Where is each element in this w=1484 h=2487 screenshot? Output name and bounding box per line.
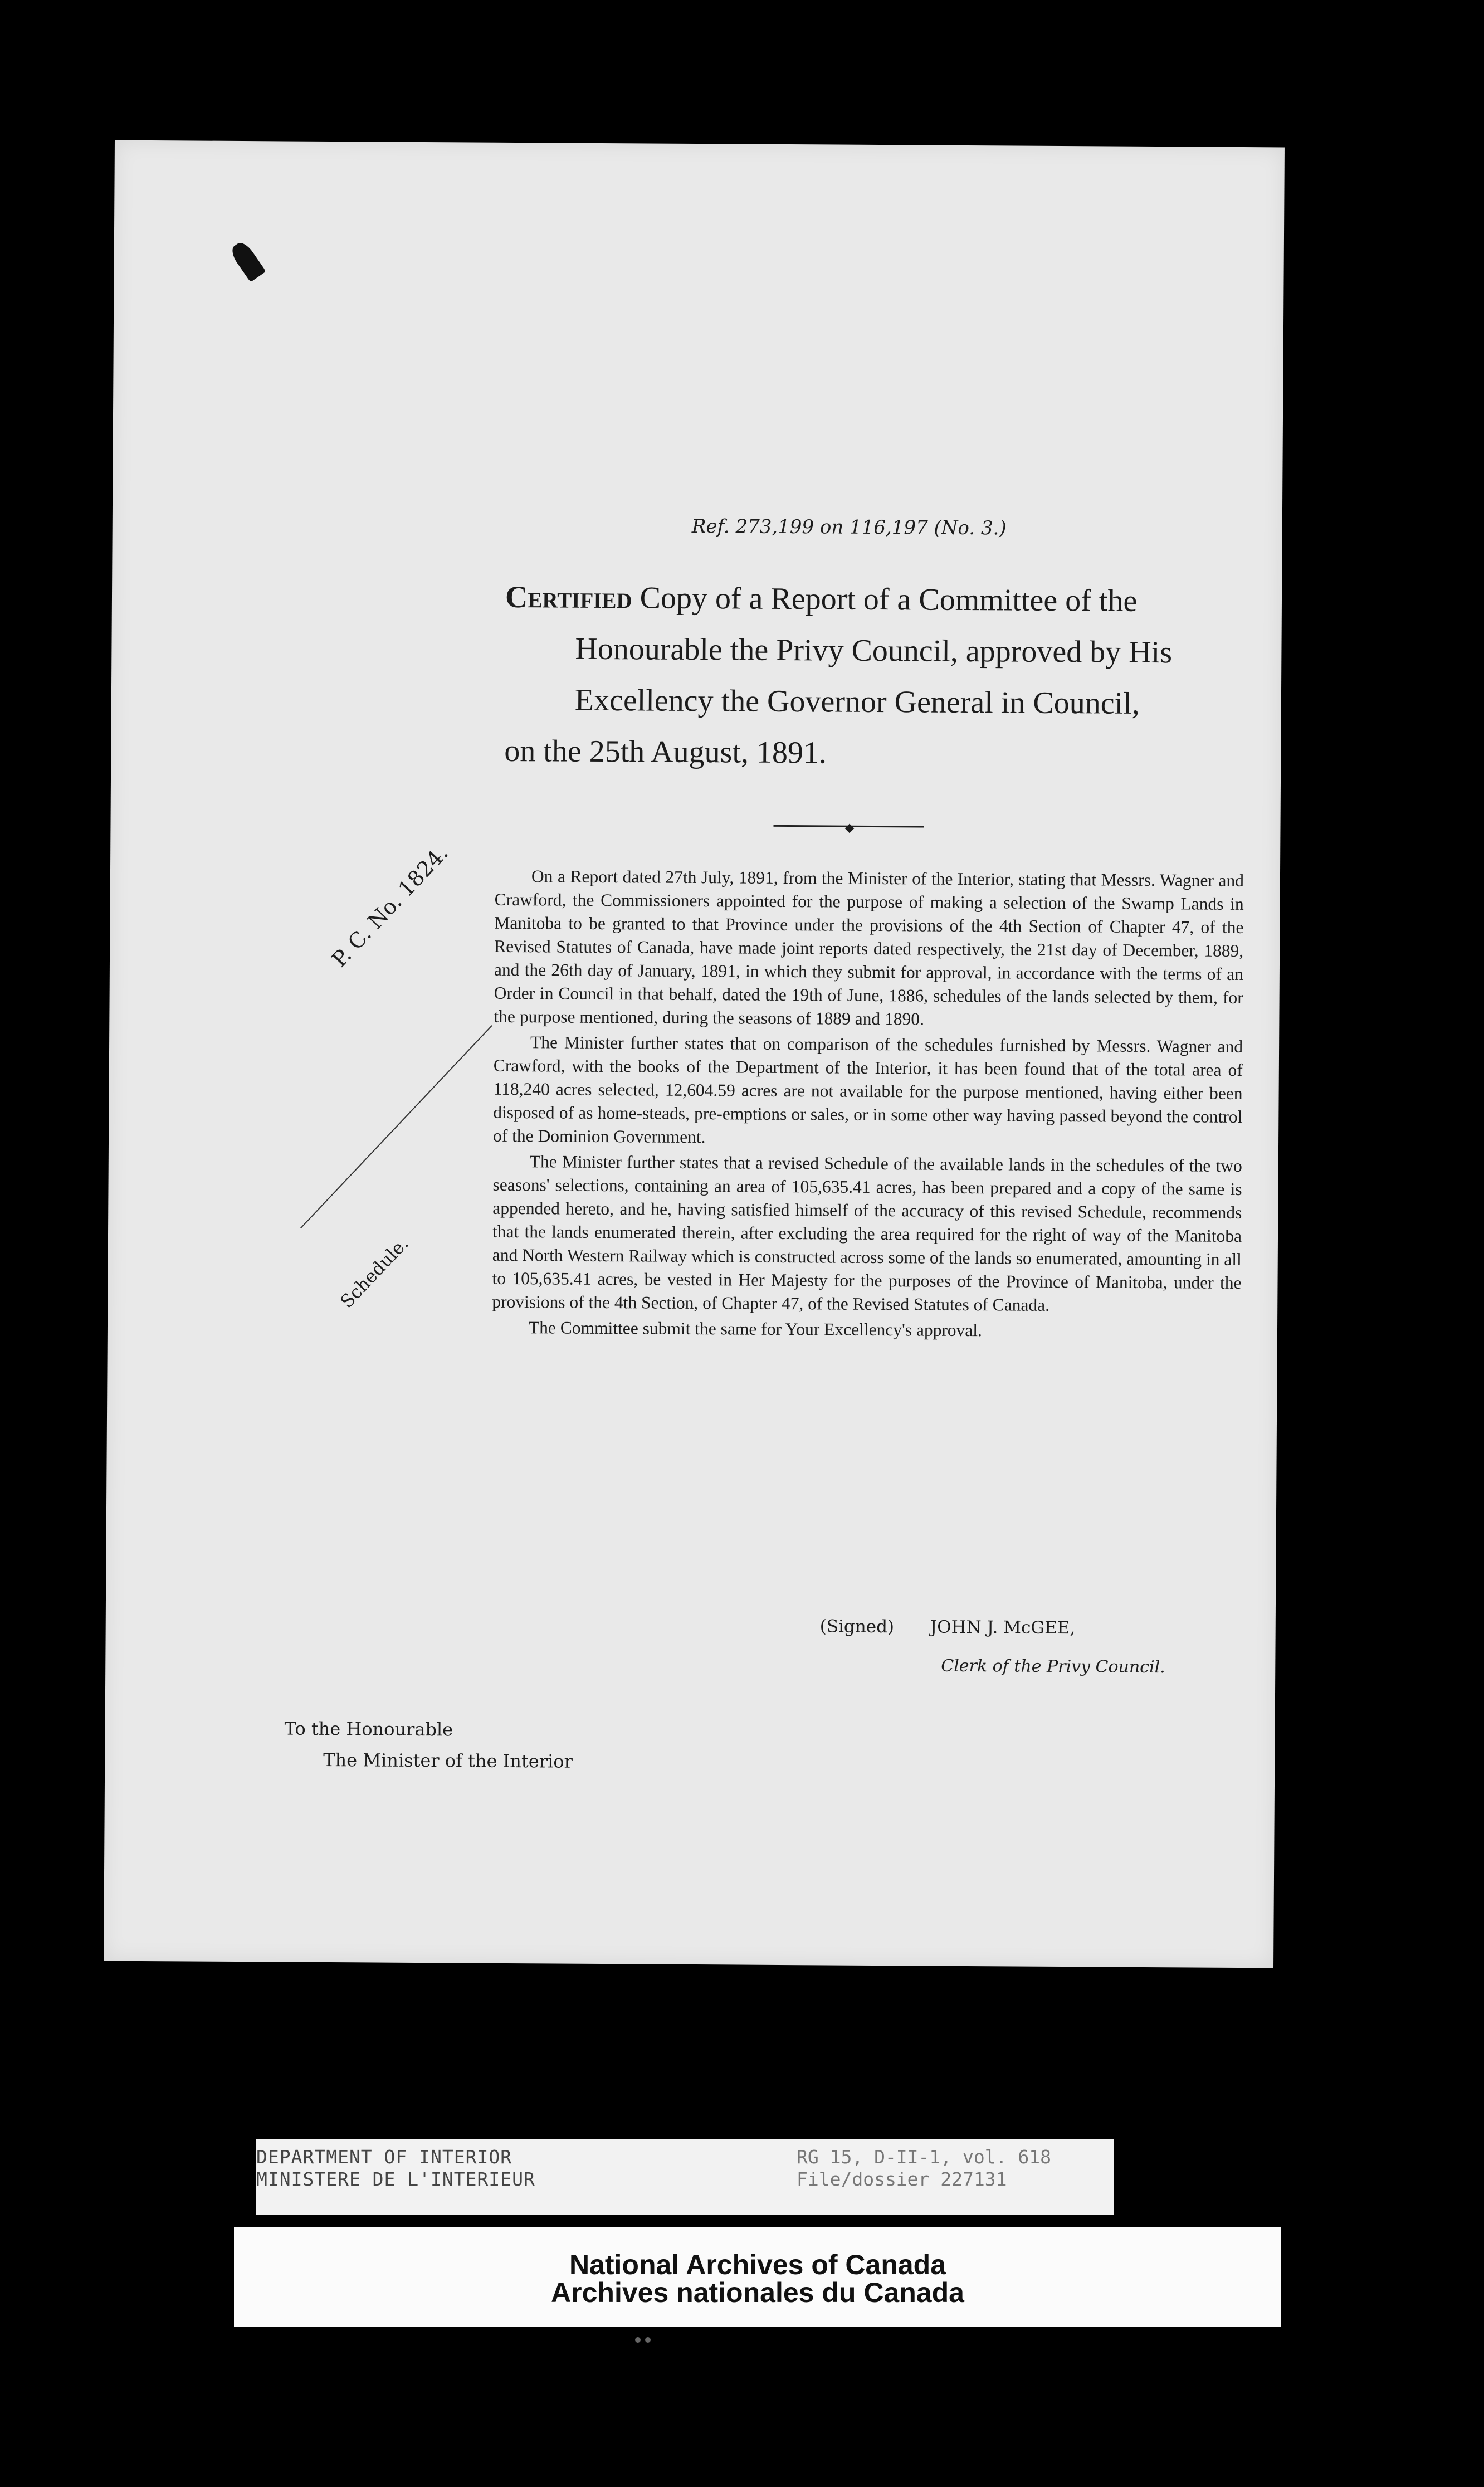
record-group: RG 15, D-II-1, vol. 618 xyxy=(797,2146,1051,2168)
document-title xyxy=(504,572,1229,781)
document-page xyxy=(104,140,1285,1968)
department-french: MINISTERE DE L'INTERIEUR xyxy=(256,2168,535,2190)
archives-name-english: National Archives of Canada xyxy=(569,2249,946,2280)
paragraph-2: The Minister further states that on comparison of the schedules furnished by Messrs. Wagner and Crawford, with the books of the Department of the Interior, it has been found that of the total area of 118,240 acres selected, 12,604.59 acres are not available for the purpose mentioned, having either been disposed of as home-steads, pre-emptions or sales, or in some other way having passed beyond the control of the Dominion Government. xyxy=(492,1032,1243,1147)
archives-name-french: Archives nationales du Canada xyxy=(551,2277,964,2308)
margin-pc-number: P. C. No. 1824. xyxy=(327,840,453,972)
paragraph-4: The Committee submit the same for Your Excellency's approval. xyxy=(528,1318,983,1340)
decorative-dots xyxy=(635,2334,663,2343)
reference-number: Ref. 273,199 on 116,197 (No. 3.) xyxy=(691,515,1007,540)
margin-diagonal-line xyxy=(300,1025,492,1228)
report-body xyxy=(492,865,1244,1346)
paragraph-3: The Minister further states that a revised Schedule of the available lands in the schedules of the two seasons' selections, containing an area of 105,635.41 acres, has been prepared and a copy of the same is appended hereto, and he, having satisfied himself of the accuracy of this revised Schedule, recommends that the lands enumerated therein, after excluding the area required for the right of way of the Manitoba and North Western Railway which is constructed across some of the lands so enumerated, amounting in all to 105,635.41 acres, be vested in Her Majesty for the purposes of the Province of Manitoba, under the provisions of the 4th Section, of Chapter 47, of the Revised Statutes of Canada. xyxy=(492,1152,1242,1315)
title-line-2: Honourable the Privy Council, approved by His xyxy=(575,631,1173,670)
paragraph-1: On a Report dated 27th July, 1891, from the Minister of the Interior, stating that Messrs. Wagner and Crawford, the Commissioners appointed for the purpose of making a selection of the Swamp Lands in Manitoba to be granted to that Province under the provisions of the 4th Section of Chapter 47, of the Revised Statutes of Canada, have made joint reports dated respectively, the 21st day of December, 1889, and the 26th day of January, 1891, in which they submit for approval, in accordance with the terms of an Order in Council in that behalf, dated the 19th of June, 1886, schedules of the lands selected by them, for the purpose mentioned, during the seasons of 1889 and 1890. xyxy=(494,866,1244,1029)
signed-label: (Signed) xyxy=(819,1616,895,1637)
addressee-line-1: To the Honourable xyxy=(284,1718,453,1740)
title-line-4: on the 25th August, 1891. xyxy=(504,733,827,771)
file-number: File/dossier 227131 xyxy=(797,2168,1007,2190)
signer-name: JOHN J. McGEE, xyxy=(930,1617,1076,1639)
title-line-3: Excellency the Governor General in Council, xyxy=(574,682,1140,721)
archive-reference-label xyxy=(256,2139,1114,2215)
ink-mark xyxy=(228,240,266,282)
archives-banner xyxy=(234,2227,1281,2327)
signer-title: Clerk of the Privy Council. xyxy=(941,1656,1165,1677)
margin-schedule-note: Schedule. xyxy=(336,1232,413,1313)
department-english: DEPARTMENT OF INTERIOR xyxy=(256,2146,512,2168)
separator-diamond-icon: ◆ xyxy=(844,821,855,835)
addressee-line-2: The Minister of the Interior xyxy=(323,1749,573,1772)
title-line-1: Certified Copy of a Report of a Committee of the xyxy=(505,579,1138,618)
